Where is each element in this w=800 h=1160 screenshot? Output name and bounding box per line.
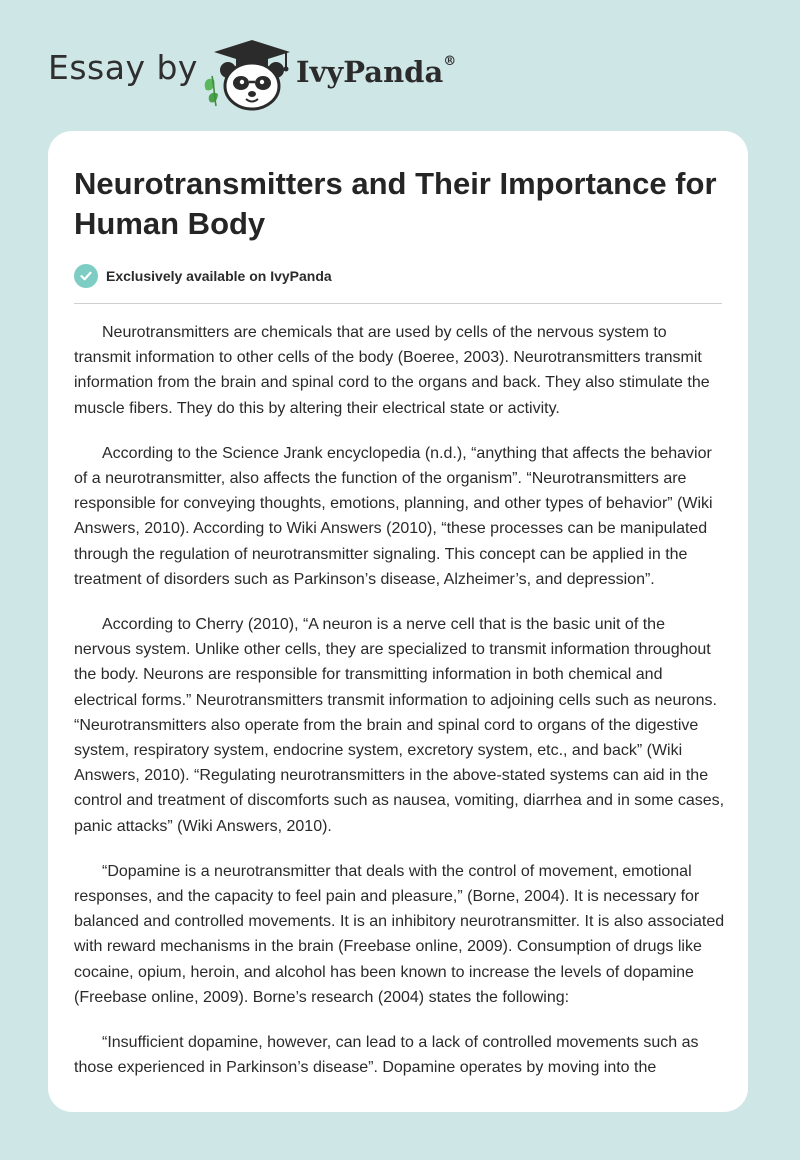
paragraph: According to the Science Jrank encyclopedia (n.d.), “anything that affects the behavior of a neurotransmitter, also affects the function of the organism”. “Neurotransmitters are responsible for conveying thoughts, emotions, planning, and other types of behavior” (Wiki Answers, 2010). According to Wiki Answers (2010), “these processes can be manipulated through the regulation of neurotransmitter signaling. This concept can be applied in the treatment of disorders such as Parkinson’s disease, Alzheimer’s, and depression”. xyxy=(74,444,713,588)
paragraph: “Insufficient dopamine, however, can lead to a lack of controlled movements such as those experienced in Parkinson’s disease”. Dopamine operates by moving into the xyxy=(74,1034,699,1077)
paragraph: “Dopamine is a neurotransmitter that deals with the control of movement, emotional responses, and the capacity to feel pain and pleasure,” (Borne, 2004). It is necessary for balanced and controlled movements. It is an inhibitory neurotransmitter. It is also associated with reward mechanisms in the brain (Freebase online, 2009). Consumption of drugs like cocaine, opium, heroin, and alcohol has been known to increase the levels of dopamine (Freebase online, 2009). Borne’s research (2004) states the following: xyxy=(74,862,725,1006)
paragraph: Neurotransmitters are chemicals that are used by cells of the nervous system to transmit information to other cells of the body (Boeree, 2003). Neurotransmitters transmit information from the brain and spinal cord to the organs and back. They also stimulate the muscle fibers. They do this by altering their electrical state or activity. xyxy=(74,324,710,417)
essay-body xyxy=(74,320,726,1100)
divider xyxy=(74,303,722,304)
registered-mark: ® xyxy=(443,54,457,70)
essay-card xyxy=(48,131,748,1112)
brand-text: IvyPanda xyxy=(296,55,444,89)
checkmark-icon xyxy=(74,264,98,288)
paragraph: According to Cherry (2010), “A neuron is a nerve cell that is the basic unit of the nervous system. Unlike other cells, they are specialized to transmit information throughout the body. Neurons are responsible for transmitting information in both chemical and electrical forms.” Neurotransmitters transmit information to adjoining cells such as neurons. “Neurotransmitters also operate from the brain and spinal cord to organs of the digestive system, respiratory system, endocrine system, excretory system, etc., and back” (Wiki Answers, 2010). “Regulating neurotransmitters in the above-stated systems can aid in the control and treatment of discomforts such as nausea, vomiting, diarrhea and in some cases, panic attacks” (Wiki Answers, 2010). xyxy=(74,616,725,835)
essay-by-label: Essay by xyxy=(48,48,198,87)
essay-title: Neurotransmitters and Their Importance for Human Body xyxy=(74,166,717,241)
brand-name[interactable] xyxy=(296,55,456,89)
ivypanda-logo-icon[interactable] xyxy=(200,36,296,112)
site-header xyxy=(0,0,800,130)
exclusive-badge xyxy=(74,264,332,288)
exclusive-badge-label: Exclusively available on IvyPanda xyxy=(106,268,332,284)
